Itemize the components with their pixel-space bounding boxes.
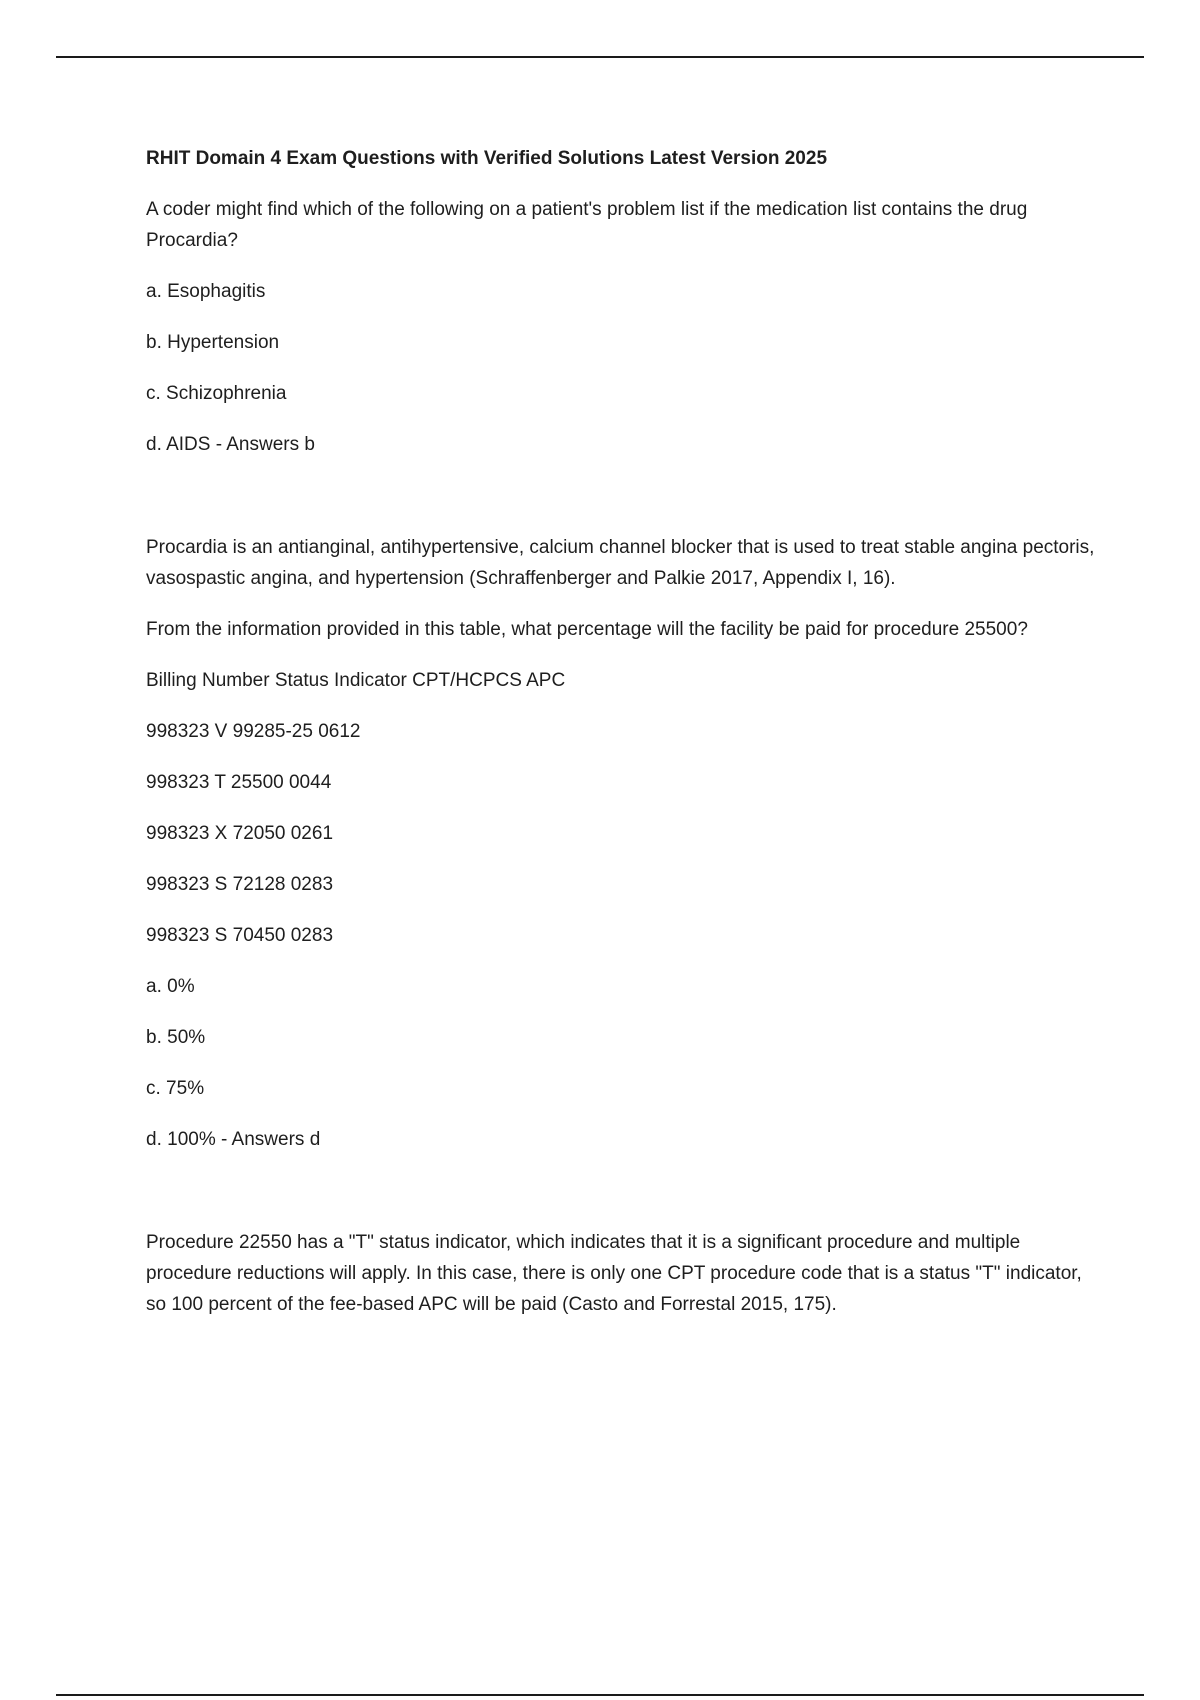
question-2-table-row: 998323 V 99285-25 0612 (146, 721, 361, 742)
question-2-option-c: c. 75% (146, 1078, 205, 1099)
question-1-option-d-answer: d. AIDS - Answers b (146, 434, 315, 455)
question-1-option-b: b. Hypertension (146, 332, 280, 353)
question-1-text: A coder might find which of the following on a patient's problem list if the medication list contains the drug Procardia? (146, 199, 1028, 251)
question-2-option-b: b. 50% (146, 1027, 206, 1048)
spacer (146, 480, 1096, 532)
document-title: RHIT Domain 4 Exam Questions with Verified Solutions Latest Version 2025 (146, 148, 828, 169)
question-2-table-header: Billing Number Status Indicator CPT/HCPCS APC (146, 670, 566, 691)
question-2-text: From the information provided in this table, what percentage will the facility be paid for procedure 25500? (146, 619, 1028, 640)
spacer (146, 1175, 1096, 1227)
question-1-explanation: Procardia is an antianginal, antihypertensive, calcium channel blocker that is used to treat stable angina pectoris, vasospastic angina, and hypertension (Schraffenberger and Palkie 2017, Appendix I, 16). (146, 537, 1095, 589)
question-2-option-a: a. 0% (146, 976, 195, 997)
question-2-table-row: 998323 S 72128 0283 (146, 874, 334, 895)
document-body (146, 143, 1096, 1340)
question-2-explanation: Procedure 22550 has a "T" status indicator, which indicates that it is a significant procedure and multiple procedure reductions will apply. In this case, there is only one CPT procedure code that is a status "T" indicator, so 100 percent of the fee-based APC will be paid (Casto and Forrestal 2015, 175). (146, 1232, 1082, 1315)
top-rule (56, 56, 1144, 58)
question-2-table-row: 998323 T 25500 0044 (146, 772, 332, 793)
question-2-table-row: 998323 S 70450 0283 (146, 925, 334, 946)
question-1-option-c: c. Schizophrenia (146, 383, 287, 404)
question-2-option-d-answer: d. 100% - Answers d (146, 1129, 321, 1150)
question-2-table-row: 998323 X 72050 0261 (146, 823, 334, 844)
question-1-option-a: a. Esophagitis (146, 281, 266, 302)
bottom-rule (56, 1694, 1144, 1696)
